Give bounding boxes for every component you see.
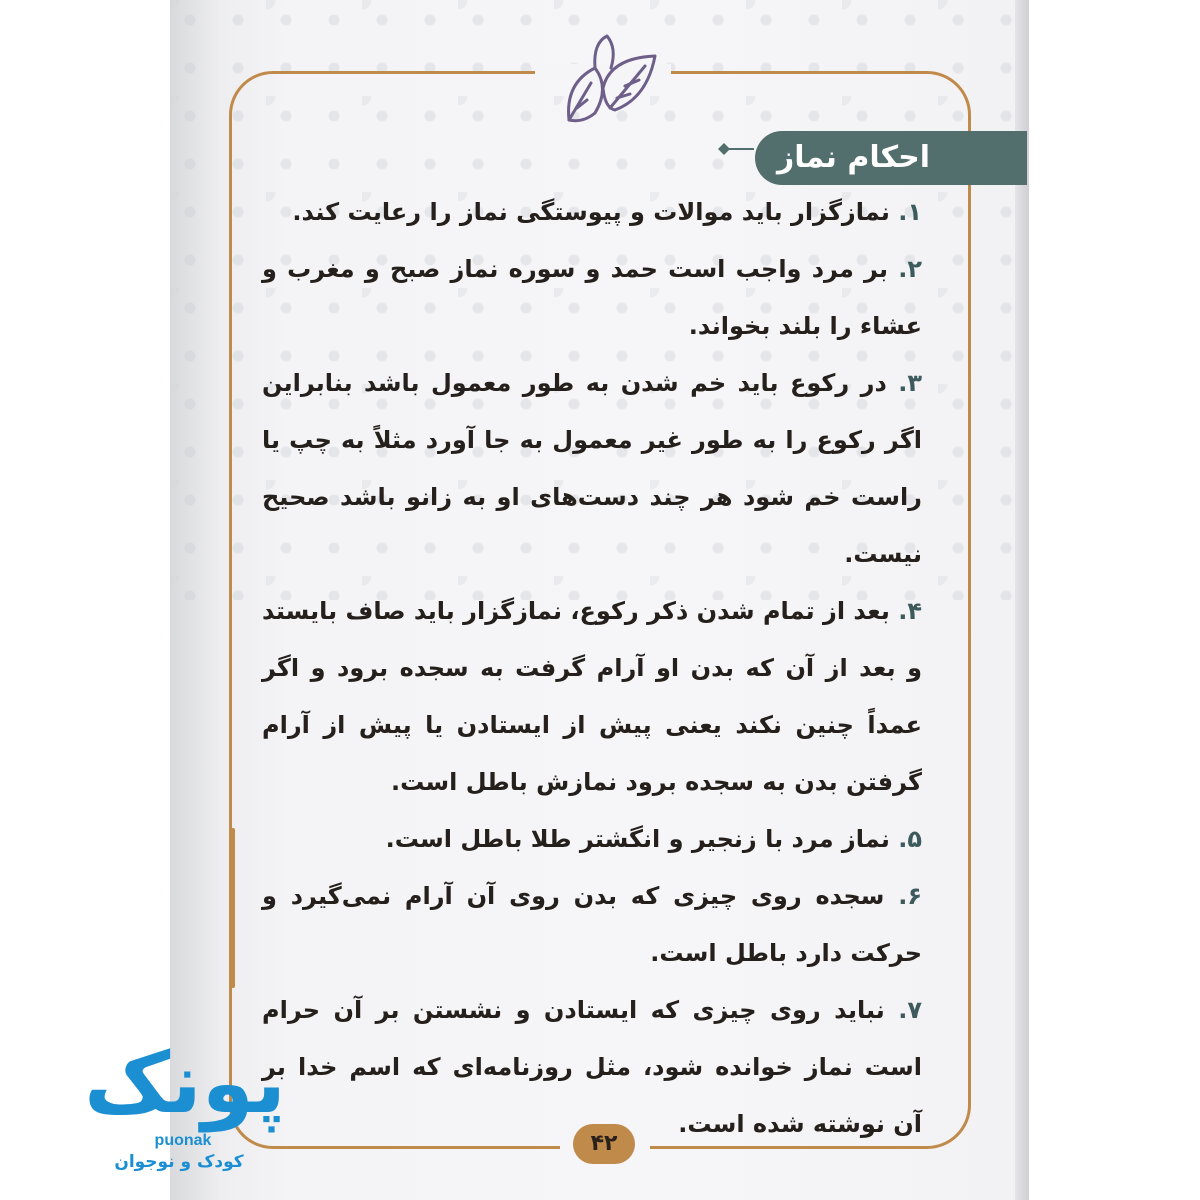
rule-item: ۲. بر مرد واجب است حمد و سوره نماز صبح و مغرب و عشاء را بلند بخواند. xyxy=(262,255,922,340)
rules-list xyxy=(262,184,922,1153)
page-title: احکام نماز xyxy=(777,140,930,175)
rule-item: ۴. بعد از تمام شدن ذکر رکوع، نمازگزار باید صاف بایستد و بعد از آن که بدن او آرام گرفت به سجده برود و اگر عمداً چنین نکند یعنی پیش از ایستادن یا پیش از آرام گرفتن بدن به سجده برود نمازش باطل است. xyxy=(262,597,922,796)
watermark-latin: puonak xyxy=(154,1132,212,1149)
rule-item: ۱. نمازگزار باید موالات و پیوستگی نماز را رعایت کند. xyxy=(292,198,922,226)
rule-item: ۷. نباید روی چیزی که ایستادن و نشستن بر آن حرام است نماز خوانده شود، مثل روزنامه‌ای که اسم خدا بر آن نوشته شده است. xyxy=(262,996,922,1138)
leaf-ornament-icon xyxy=(555,28,670,128)
watermark-logo: پونک xyxy=(84,1034,286,1132)
rule-item: ۳. در رکوع باید خم شدن به طور معمول باشد بنابراین اگر رکوع را به طور غیر معمول به جا آورد مثلاً به چپ یا راست خم شود هر چند دست‌های او به زانو باشد صحیح نیست. xyxy=(262,369,922,568)
watermark-tagline: کودک و نوجوان xyxy=(114,1152,244,1172)
rule-item: ۵. نماز مرد با زنجیر و انگشتر طلا باطل است. xyxy=(385,825,922,853)
page-number: ۴۲ xyxy=(573,1124,635,1164)
frame-accent-line xyxy=(231,828,235,988)
rule-item: ۶. سجده روی چیزی که بدن روی آن آرام نمی‌گیرد و حرکت دارد باطل است. xyxy=(262,882,922,967)
diamond-bullet-icon xyxy=(714,142,754,156)
